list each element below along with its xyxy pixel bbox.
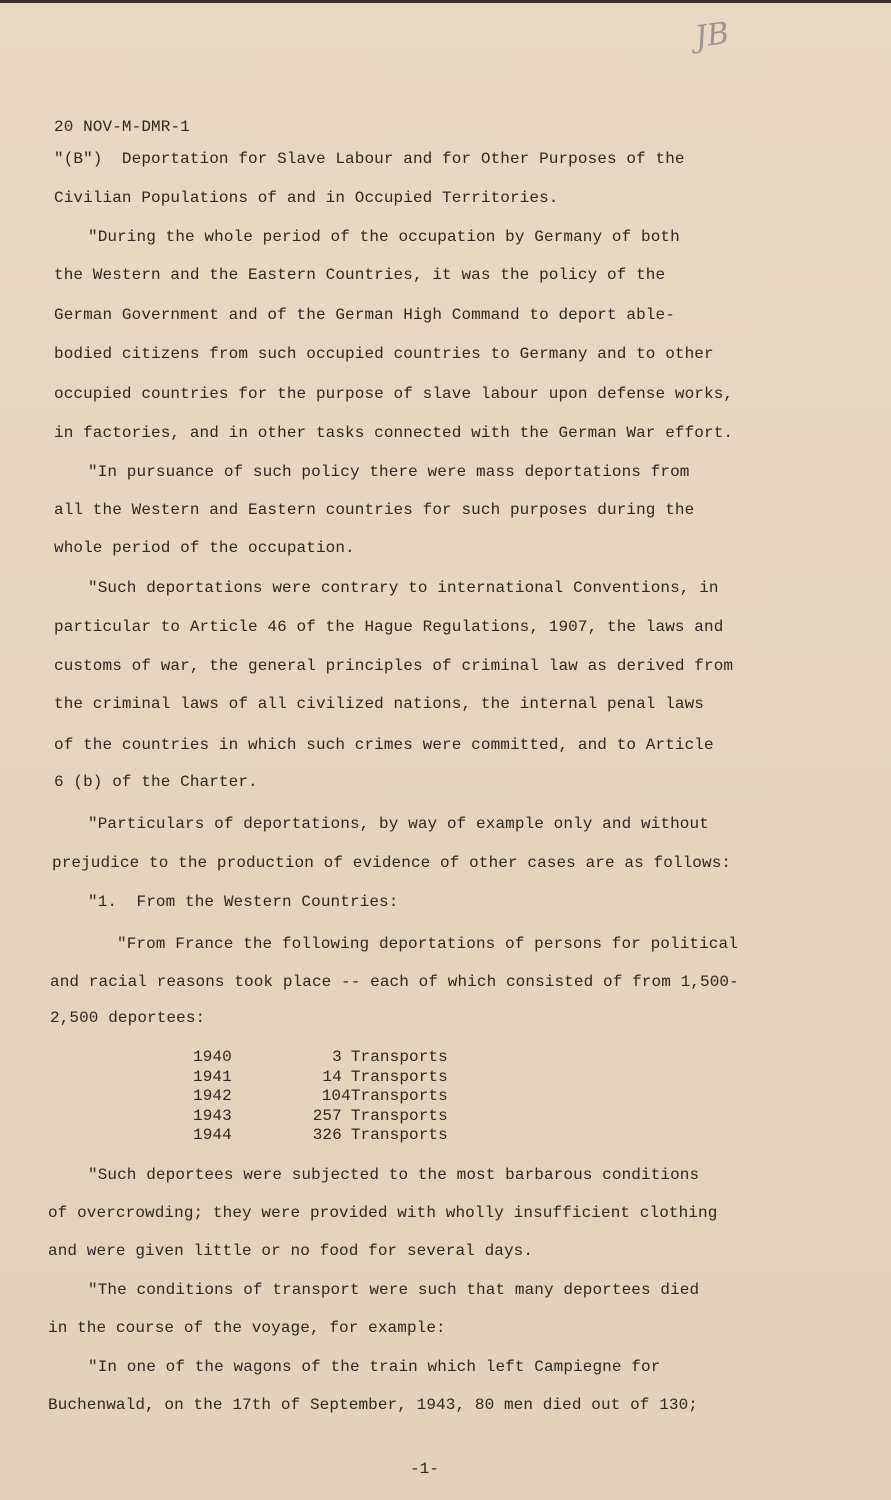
- text-line: the criminal laws of all civilized nations, the internal penal laws: [54, 695, 705, 713]
- year: 1944: [193, 1126, 232, 1144]
- document-reference: 20 NOV-M-DMR-1: [54, 118, 190, 136]
- transport-label: Transports: [350, 1106, 448, 1125]
- transport-row: [193, 1106, 448, 1126]
- text-line: "(B") Deportation for Slave Labour and for Other Purposes of the: [54, 150, 685, 168]
- text-line: Buchenwald, on the 17th of September, 1943, 80 men died out of 130;: [48, 1396, 699, 1414]
- text-line: the Western and the Eastern Countries, it was the policy of the: [54, 266, 666, 284]
- transport-row: [193, 1067, 448, 1087]
- year: 1941: [193, 1067, 232, 1086]
- page-number: -1-: [410, 1460, 439, 1478]
- transport-row: [193, 1125, 448, 1145]
- text-line: customs of war, the general principles of criminal law as derived from: [54, 657, 734, 675]
- year: 1942: [193, 1087, 232, 1105]
- text-line: "In pursuance of such policy there were mass deportations from: [88, 463, 690, 481]
- handwritten-initials: JB: [692, 15, 732, 56]
- text-line: German Government and of the German High Command to deport able-: [54, 306, 675, 324]
- text-line: 6 (b) of the Charter.: [54, 773, 258, 791]
- transport-label: Transports: [350, 1048, 448, 1066]
- transport-count: 326: [312, 1126, 342, 1144]
- transport-label: Transports: [350, 1087, 448, 1105]
- text-line: Civilian Populations of and in Occupied Territories.: [54, 189, 559, 207]
- transport-count: 257: [312, 1106, 342, 1125]
- transport-count: 14: [322, 1067, 342, 1086]
- text-line: "1. From the Western Countries:: [88, 893, 399, 911]
- text-line: "The conditions of transport were such that many deportees died: [88, 1281, 700, 1299]
- text-line: all the Western and Eastern countries for such purposes during the: [54, 501, 695, 519]
- text-line: and racial reasons took place -- each of which consisted of from 1,500-: [50, 973, 739, 991]
- text-line: "Such deportations were contrary to international Conventions, in: [88, 579, 719, 597]
- text-line: bodied citizens from such occupied countries to Germany and to other: [54, 345, 714, 363]
- text-line: "Particulars of deportations, by way of example only and without: [88, 815, 709, 833]
- text-line: of overcrowding; they were provided with wholly insufficient clothing: [48, 1204, 718, 1222]
- year: 1943: [193, 1106, 232, 1125]
- text-line: occupied countries for the purpose of slave labour upon defense works,: [54, 385, 734, 403]
- transport-label: Transports: [350, 1126, 448, 1144]
- transport-row: [193, 1047, 448, 1067]
- transport-count: 104: [321, 1087, 351, 1105]
- transport-label: Transports: [350, 1067, 448, 1086]
- text-line: "During the whole period of the occupation by Germany of both: [88, 228, 680, 246]
- text-line: "In one of the wagons of the train which left Campiegne for: [88, 1358, 661, 1376]
- text-line: particular to Article 46 of the Hague Regulations, 1907, the laws and: [54, 618, 724, 636]
- text-line: 2,500 deportees:: [50, 1009, 206, 1027]
- text-line: prejudice to the production of evidence of other cases are as follows:: [52, 854, 732, 872]
- year: 1940: [193, 1048, 232, 1066]
- transport-row: [193, 1086, 448, 1106]
- text-line: "From France the following deportations of persons for political: [117, 935, 738, 953]
- text-line: "Such deportees were subjected to the most barbarous conditions: [88, 1166, 700, 1184]
- transport-count: 3: [332, 1048, 342, 1066]
- text-line: and were given little or no food for several days.: [48, 1242, 534, 1260]
- text-line: whole period of the occupation.: [54, 539, 355, 557]
- text-line: in the course of the voyage, for example:: [48, 1319, 446, 1337]
- text-line: of the countries in which such crimes were committed, and to Article: [54, 736, 714, 754]
- text-line: in factories, and in other tasks connected with the German War effort.: [54, 424, 734, 442]
